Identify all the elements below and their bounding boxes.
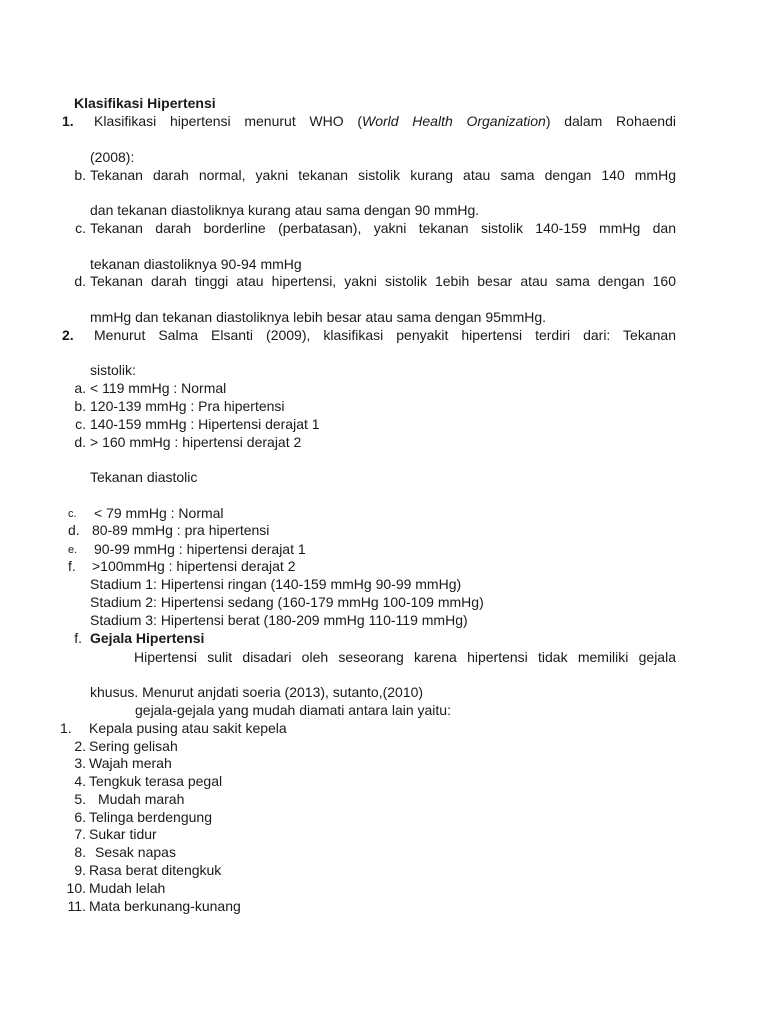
list-item-label: 8. <box>74 844 86 860</box>
list-item-label: a. <box>74 380 86 396</box>
list-item: Mudah lelah <box>89 880 166 896</box>
list-item-label: c. <box>75 220 86 236</box>
section2-number: 2. <box>62 327 74 343</box>
list-item: Sukar tidur <box>89 826 157 842</box>
list-item-label: b. <box>74 398 86 414</box>
list-item: Tengkuk terasa pegal <box>89 773 223 789</box>
list-item-label: 2. <box>74 738 86 754</box>
stadium-line: Stadium 1: Hipertensi ringan (140-159 mmHg 90-99 mmHg) <box>90 576 462 592</box>
list-item-label: 11. <box>67 898 86 914</box>
list-item-line: tekanan diastoliknya 90-94 mmHg <box>90 256 302 272</box>
section1-intro: Klasifikasi hipertensi menurut WHO (World Health Organization) dalam Rohaendi <box>94 113 676 129</box>
list-item-label: d. <box>74 273 86 289</box>
list-item-line: dan tekanan diastoliknya kurang atau sama dengan 90 mmHg. <box>90 202 480 218</box>
list-item: Mudah marah <box>98 791 185 807</box>
document-title: Klasifikasi Hipertensi <box>74 95 216 111</box>
symptoms-paragraph: gejala-gejala yang mudah diamati antara lain yaitu: <box>135 702 451 718</box>
section1-intro-cont: (2008): <box>90 149 135 165</box>
list-item-label: b. <box>74 167 86 183</box>
list-item: 140-159 mmHg : Hipertensi derajat 1 <box>90 416 320 432</box>
list-item-label: c. <box>68 508 77 520</box>
list-item-label: f. <box>68 558 76 574</box>
stadium-line: Stadium 2: Hipertensi sedang (160-179 mmHg 100-109 mmHg) <box>90 594 484 610</box>
list-item: Sesak napas <box>95 844 176 860</box>
list-item-label: 5. <box>74 791 86 807</box>
list-item-label: 3. <box>74 755 86 771</box>
list-item-label: d. <box>68 522 80 538</box>
who-italic: World Health Organization <box>362 113 546 129</box>
symptoms-heading: Gejala Hipertensi <box>90 630 205 646</box>
list-item-label: e. <box>68 544 78 556</box>
list-item: Rasa berat ditengkuk <box>89 862 222 878</box>
stadium-line: Stadium 3: Hipertensi berat (180-209 mmHg 110-119 mmHg) <box>90 612 468 628</box>
diastolic-heading: Tekanan diastolic <box>90 469 198 485</box>
list-item: < 119 mmHg : Normal <box>90 380 227 396</box>
list-item: >100mmHg : hipertensi derajat 2 <box>92 558 296 574</box>
list-item-label: 4. <box>74 773 86 789</box>
list-item-label: d. <box>74 434 86 450</box>
list-item: Wajah merah <box>89 755 172 771</box>
list-item-line: mmHg dan tekanan diastoliknya lebih besar atau sama dengan 95mmHg. <box>90 309 547 325</box>
symptoms-paragraph-cont: khusus. Menurut anjdati soeria (2013), sutanto,(2010) <box>90 684 424 700</box>
list-item-label: 7. <box>74 826 86 842</box>
list-item-label: 6. <box>74 809 86 825</box>
list-item: Telinga berdengung <box>89 809 212 825</box>
list-item-line: Tekanan darah borderline (perbatasan), yakni tekanan sistolik 140-159 mmHg dan <box>90 220 676 236</box>
list-item: 90-99 mmHg : hipertensi derajat 1 <box>94 541 306 557</box>
list-item: Mata berkunang-kunang <box>89 898 241 914</box>
list-item-label: 10. <box>66 880 86 896</box>
list-item-line: Tekanan darah tinggi atau hipertensi, yakni sistolik 1ebih besar atau sama dengan 160 <box>90 273 676 289</box>
list-item-label: c. <box>75 416 86 432</box>
section2-intro-cont: sistolik: <box>90 362 136 378</box>
section2-intro: Menurut Salma Elsanti (2009), klasifikasi penyakit hipertensi terdiri dari: Tekanan <box>94 327 676 343</box>
list-item: Kepala pusing atau sakit kepela <box>89 720 287 736</box>
list-item-label: f. <box>74 630 82 646</box>
list-item-label: 1. <box>60 720 72 736</box>
section1-number: 1. <box>62 113 74 129</box>
list-item-line: Tekanan darah normal, yakni tekanan sistolik kurang atau sama dengan 140 mmHg <box>90 167 676 183</box>
list-item: Sering gelisah <box>89 738 178 754</box>
list-item: < 79 mmHg : Normal <box>94 505 224 521</box>
list-item: 80-89 mmHg : pra hipertensi <box>92 522 270 538</box>
list-item: > 160 mmHg : hipertensi derajat 2 <box>90 434 302 450</box>
list-item-label: 9. <box>74 862 86 878</box>
symptoms-paragraph: Hipertensi sulit disadari oleh seseorang karena hipertensi tidak memiliki gejala <box>134 649 676 665</box>
list-item: 120-139 mmHg : Pra hipertensi <box>90 398 285 414</box>
